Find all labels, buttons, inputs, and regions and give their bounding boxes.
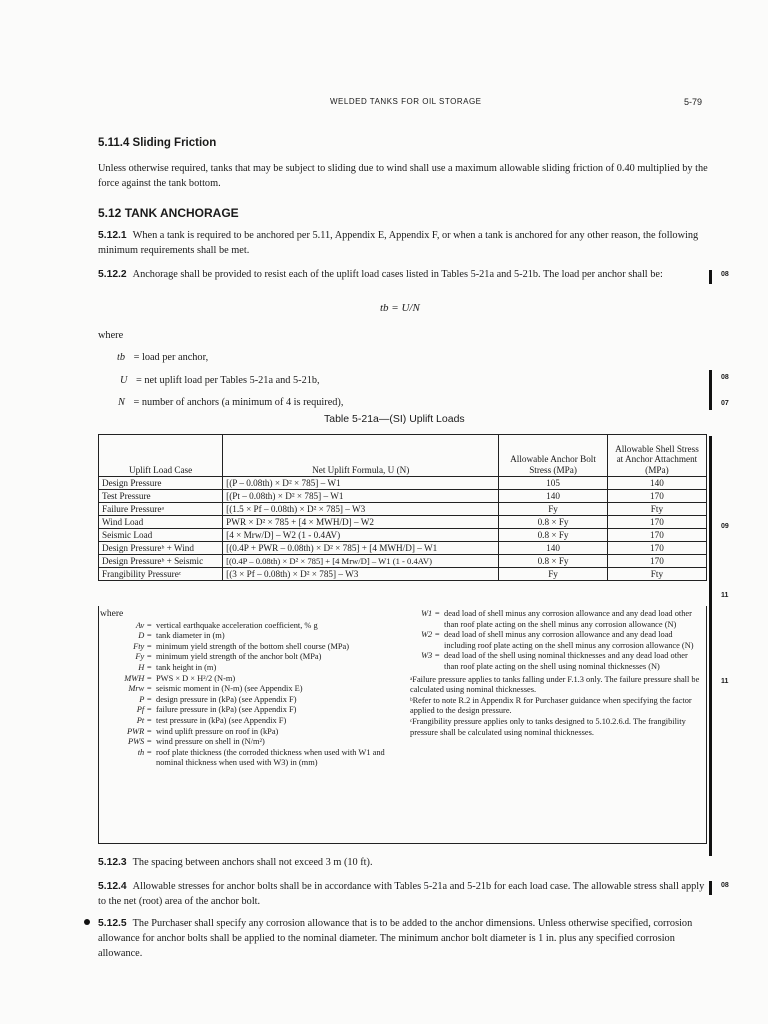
definition-text: = net uplift load per Tables 5-21a and 5-21b, (136, 375, 320, 386)
cell-load-case: Test Pressure (99, 490, 223, 503)
note-symbol: MWH = (124, 673, 152, 683)
note-symbol: P = (139, 694, 152, 704)
cell-formula: PWR × D² × 785 + [4 × MWH/D] – W2 (223, 516, 499, 529)
definition-symbol: U (120, 375, 128, 386)
clause-number: 5.12.3 (98, 857, 127, 868)
note-row (100, 748, 406, 769)
definition-u (120, 375, 320, 386)
cell-formula: [(0.4P + PWR – 0.08th) × D² × 785] + [4 MWH/D] – W1 (223, 542, 499, 555)
section-heading-5-12: 5.12 TANK ANCHORAGE (98, 206, 239, 220)
note-symbol: Pf = (136, 705, 152, 715)
revision-label: 11 (721, 592, 729, 599)
clause-number: 5.12.5 (98, 918, 127, 929)
definition-symbol: tb (117, 352, 126, 363)
note-text: dead load of shell minus any corrosion allowance and any dead load including roof plate acting on the shell minus any corrosion allowance (N) (444, 630, 694, 650)
table-header-row (99, 435, 707, 477)
note-row (100, 716, 406, 727)
notes-left-column (100, 609, 406, 769)
column-header: Net Uplift Formula, U (N) (223, 435, 499, 477)
cell-shell-stress: 170 (607, 516, 706, 529)
note-row (100, 737, 406, 748)
clause-text: Allowable stresses for anchor bolts shall be in accordance with Tables 5-21a and 5-21b for each load case. The allowable stress shall apply to the net (root) area of the anchor bolt. (98, 881, 705, 907)
cell-load-case: Design Pressureᵇ + Wind (99, 542, 223, 555)
note-symbol: D = (138, 631, 152, 641)
cell-shell-stress: 140 (607, 477, 706, 490)
cell-bolt-stress: Fy (499, 503, 608, 516)
definition-text: = number of anchors (a minimum of 4 is required), (133, 397, 344, 408)
note-symbol: Av = (135, 620, 152, 630)
note-row (100, 642, 406, 653)
equation-load-per-anchor: tb = U/N (380, 302, 420, 314)
table-row (99, 529, 707, 542)
cell-bolt-stress: 0.8 × Fy (499, 555, 608, 568)
note-symbol: Fty = (133, 641, 152, 651)
cell-formula: [(P – 0.08th) × D² × 785] – W1 (223, 477, 499, 490)
note-row (100, 695, 406, 706)
table-row (99, 568, 707, 581)
uplift-loads-table (98, 434, 707, 581)
table-row (99, 503, 707, 516)
note-text: wind pressure on shell in (N/m²) (156, 737, 265, 747)
paragraph-5-12-4 (98, 879, 710, 909)
cell-formula: [(0.4P – 0.08th) × D² × 785] + [4 Mrw/D] – W1 (1 - 0.4AV) (223, 555, 499, 568)
clause-number: 5.12.2 (98, 269, 127, 280)
cell-shell-stress: 170 (607, 542, 706, 555)
where-label: where (98, 330, 124, 341)
page-number: 5-79 (684, 97, 703, 107)
note-text: minimum yield strength of the anchor bolt (MPa) (156, 652, 322, 662)
notes-where-label: where (100, 609, 124, 619)
note-text: PWS × D × H²/2 (N-m) (156, 673, 236, 683)
clause-text: The spacing between anchors shall not exceed 3 m (10 ft). (132, 857, 373, 868)
note-text: seismic moment in (N-m) (see Appendix E) (156, 684, 303, 694)
definition-symbol: N (118, 397, 125, 408)
definition-tb (117, 352, 208, 363)
revision-label: 08 (721, 271, 729, 278)
cell-bolt-stress: 0.8 × Fy (499, 529, 608, 542)
revision-label: 09 (721, 523, 729, 530)
cell-shell-stress: 170 (607, 490, 706, 503)
note-text: roof plate thickness (the corroded thickness when used with W1 and nominal thickness when used with W3) in (mm) (156, 747, 385, 768)
revision-label: 08 (721, 882, 729, 889)
footnote-b: ᵇRefer to note R.2 in Appendix R for Purchaser guidance when specifying the factor applied to the design pressure. (410, 695, 692, 716)
note-row (410, 651, 704, 672)
note-text: vertical earthquake acceleration coefficient, % g (156, 620, 318, 630)
paragraph-5-12-5 (98, 916, 710, 961)
definition-text: = load per anchor, (133, 352, 209, 363)
note-symbol: W3 = (421, 651, 440, 661)
table-row (99, 490, 707, 503)
note-row (100, 684, 406, 695)
revision-bar (709, 436, 712, 856)
note-row (100, 674, 406, 685)
note-row (100, 652, 406, 663)
note-text: wind uplift pressure on roof in (kPa) (156, 726, 279, 736)
cell-shell-stress: Fty (607, 568, 706, 581)
cell-load-case: Wind Load (99, 516, 223, 529)
note-text: dead load of the shell using nominal thicknesses and any dead load other than roof plate acting on the shell using nominal thicknesses (N) (444, 651, 688, 671)
table-row (99, 555, 707, 568)
cell-load-case: Frangibility Pressureᶜ (99, 568, 223, 581)
column-header: Uplift Load Case (99, 435, 223, 477)
note-row (410, 609, 704, 630)
column-header: Allowable Anchor Bolt Stress (MPa) (499, 435, 608, 477)
table-row (99, 542, 707, 555)
revision-label: 11 (721, 678, 729, 685)
note-text: test pressure in (kPa) (see Appendix F) (156, 715, 287, 725)
note-symbol: PWS = (127, 737, 152, 747)
footnote-a: ᵃFailure pressure applies to tanks falling under F.1.3 only. The failure pressure shall be calculated using nominal thicknesses. (410, 674, 700, 695)
note-text: tank diameter in (m) (156, 631, 225, 641)
paragraph-5-12-3 (98, 855, 710, 870)
note-row (100, 705, 406, 716)
note-text: design pressure in (kPa) (see Appendix F) (156, 694, 297, 704)
table-row (99, 516, 707, 529)
revision-label: 08 (721, 374, 729, 381)
revision-bar (709, 370, 712, 410)
cell-bolt-stress: Fy (499, 568, 608, 581)
cell-formula: [4 × Mrw/D] – W2 (1 - 0.4AV) (223, 529, 499, 542)
note-symbol: th = (137, 747, 152, 757)
paragraph-5-12-2 (98, 267, 710, 282)
cell-bolt-stress: 105 (499, 477, 608, 490)
note-row (100, 621, 406, 632)
cell-bolt-stress: 140 (499, 490, 608, 503)
cell-load-case: Design Pressure (99, 477, 223, 490)
cell-formula: [(Pt – 0.08th) × D² × 785] – W1 (223, 490, 499, 503)
note-symbol: Pt = (136, 715, 152, 725)
table-row (99, 477, 707, 490)
clause-number: 5.12.4 (98, 881, 127, 892)
cell-bolt-stress: 0.8 × Fy (499, 516, 608, 529)
note-row (410, 630, 704, 651)
note-row (100, 631, 406, 642)
note-text: minimum yield strength of the bottom shell course (MPa) (156, 641, 350, 651)
note-symbol: W2 = (421, 630, 440, 640)
clause-text: When a tank is required to be anchored per 5.11, Appendix E, Appendix F, or when a tank is anchored for any other reason, the following minimum requirements shall be met. (98, 230, 699, 256)
clause-number: 5.12.1 (98, 230, 127, 241)
paragraph-5-12-1 (98, 228, 710, 258)
note-text: failure pressure in (kPa) (see Appendix F) (156, 705, 297, 715)
cell-formula: [(3 × Pf – 0.08th) × D² × 785] – W3 (223, 568, 499, 581)
cell-load-case: Failure Pressureᵃ (99, 503, 223, 516)
cell-formula: [(1.5 × Pf – 0.08th) × D² × 785] – W3 (223, 503, 499, 516)
revision-bar (709, 270, 712, 284)
table-caption: Table 5-21a—(SI) Uplift Loads (324, 413, 465, 425)
footnote-c: ᶜFrangibility pressure applies only to tanks designed to 5.10.2.6.d. The frangibility pressure shall be calculated using nominal thicknesses. (410, 716, 686, 737)
cell-shell-stress: 170 (607, 529, 706, 542)
revision-bar (709, 881, 712, 895)
cell-shell-stress: 170 (607, 555, 706, 568)
running-header-title: WELDED TANKS FOR OIL STORAGE (330, 97, 482, 106)
clause-text: Anchorage shall be provided to resist each of the uplift load cases listed in Tables 5-21a and 5-21b. The load per anchor shall be: (132, 269, 663, 280)
notes-right-column (410, 609, 704, 738)
note-symbol: W1 = (421, 609, 440, 618)
note-row (100, 727, 406, 738)
note-text: dead load of shell minus any corrosion allowance and any dead load other than roof plate acting on the shell minus any corrosion allowance (N) (444, 609, 692, 629)
note-symbol: PWR = (127, 726, 152, 736)
note-row (100, 663, 406, 674)
revision-label: 07 (721, 400, 729, 407)
paragraph-sliding-friction: Unless otherwise required, tanks that may be subject to sliding due to wind shall use a maximum allowable sliding friction of 0.40 multiplied by the force against the tank bottom. (98, 163, 708, 189)
note-symbol: Mrw = (128, 684, 152, 694)
note-symbol: Fy = (135, 652, 152, 662)
change-bullet-icon (84, 919, 90, 925)
definition-n (118, 397, 343, 408)
cell-load-case: Design Pressureᵇ + Seismic (99, 555, 223, 568)
column-header: Allowable Shell Stress at Anchor Attachment (MPa) (607, 435, 706, 477)
clause-text: The Purchaser shall specify any corrosion allowance that is to be added to the anchor dimensions. Unless otherwise specified, corrosion allowance for anchor bolts shall be applied to the nominal diameter. The minimum anchor bolt diameter is 1 in. plus any specified corrosion allowance. (98, 918, 693, 959)
cell-bolt-stress: 140 (499, 542, 608, 555)
section-heading-5-11-4: 5.11.4 Sliding Friction (98, 137, 217, 149)
cell-shell-stress: Fty (607, 503, 706, 516)
note-symbol: H = (138, 662, 152, 672)
cell-load-case: Seismic Load (99, 529, 223, 542)
note-text: tank height in (m) (156, 662, 217, 672)
